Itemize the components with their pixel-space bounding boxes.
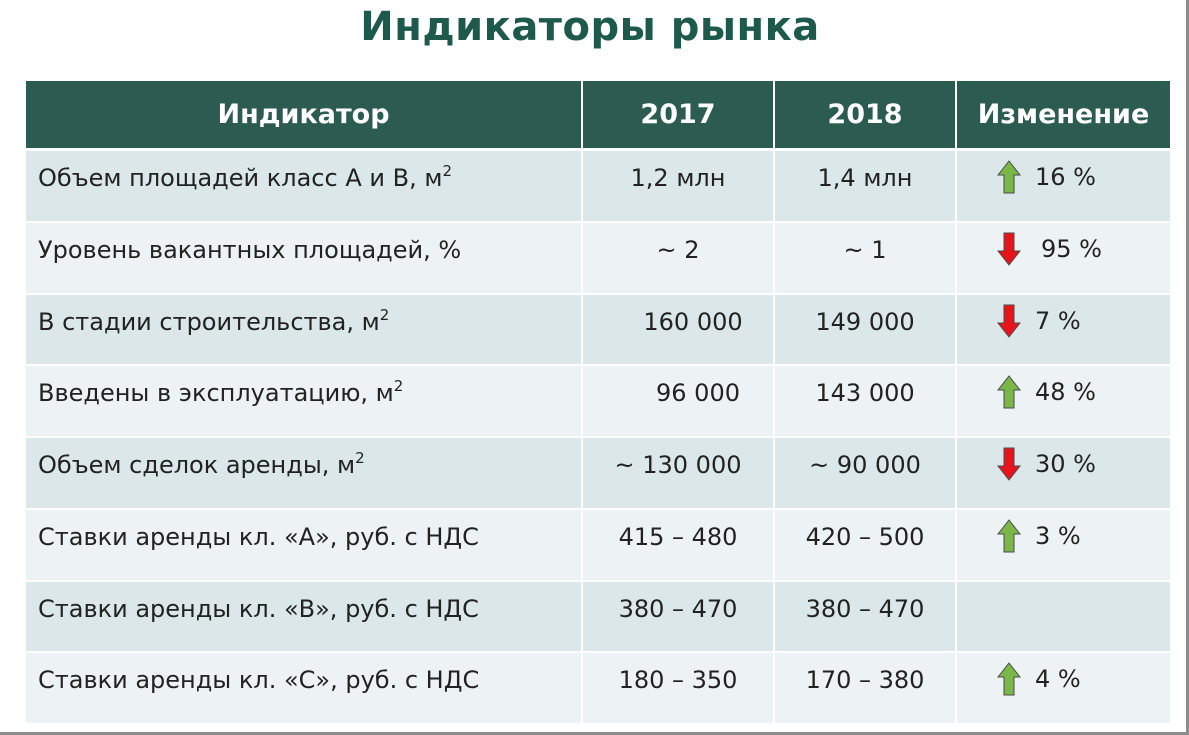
value-2018: ~ 90 000 [809,451,921,479]
arrow-down-icon [997,304,1021,338]
indicator-label [38,236,461,264]
change-cell [956,581,1170,653]
change-indicator [957,304,1170,338]
value-2018-cell [774,294,956,366]
value-2017-cell [582,294,774,366]
table-row [26,509,1170,581]
table-row [26,365,1170,437]
value-2017-cell [582,509,774,581]
value-2017: ~ 130 000 [614,451,742,479]
table-row [26,294,1170,366]
table-row [26,437,1170,509]
value-2018-cell [774,652,956,724]
indicator-cell [26,581,582,653]
value-2018: 1,4 млн [817,164,913,192]
indicator-label [38,666,479,694]
indicator-cell [26,150,582,222]
indicator-name: Ставки аренды кл. «А», руб. с НДС [38,522,479,551]
arrow-down-icon [997,232,1021,266]
indicator-name: Ставки аренды кл. «С», руб. с НДС [38,666,480,695]
change-value: 7 % [1035,306,1081,335]
value-2018-cell [774,365,956,437]
arrow-up-icon [997,160,1021,194]
table-row [26,222,1170,294]
change-value: 48 % [1035,378,1096,407]
arrow-down-icon [997,447,1021,481]
value-2018-cell [774,150,956,222]
change-cell [956,365,1170,437]
header-change: Изменение [956,81,1170,150]
change-indicator [957,519,1170,553]
header-2017: 2017 [582,81,774,150]
indicator-name: Ставки аренды кл. «В», руб. с НДС [38,594,479,623]
table-row [26,581,1170,653]
indicator-label [38,523,479,551]
value-2018-cell [774,581,956,653]
value-2017: 415 – 480 [618,522,738,551]
indicator-name: Объем сделок аренды, м [38,451,356,479]
unit-superscript: 2 [393,377,404,396]
change-cell [956,652,1170,724]
value-2018: 420 – 500 [805,522,925,551]
change-cell [956,150,1170,222]
indicator-label [38,595,479,623]
change-cell [956,437,1170,509]
indicator-cell [26,437,582,509]
change-indicator [957,375,1170,409]
arrow-up-icon [997,662,1021,696]
value-2017: 180 – 350 [618,666,738,695]
change-indicator [957,447,1170,481]
value-2017: 380 – 470 [618,594,738,623]
value-2018: 149 000 [815,307,915,336]
arrow-up-icon [997,375,1021,409]
value-2018: 170 – 380 [805,666,925,695]
indicator-label [38,164,452,192]
value-2018: ~ 1 [843,235,887,264]
indicator-name: Объем площадей класс А и В, м [38,164,443,192]
table-header-row [26,81,1170,150]
value-2017-cell [582,581,774,653]
table-row [26,150,1170,222]
page-title: Индикаторы рынка [360,4,820,50]
value-2017: 160 000 [643,307,743,336]
change-cell [956,294,1170,366]
indicator-cell [26,222,582,294]
unit-superscript: 2 [355,449,365,467]
indicator-label [38,305,390,336]
value-2017-cell [582,365,774,437]
change-indicator [957,232,1170,266]
value-2017: ~ 2 [656,235,700,264]
change-value: 30 % [1035,450,1096,478]
indicator-cell [26,652,582,724]
value-2018: 143 000 [815,379,915,408]
indicator-name: Введены в эксплуатацию, м [38,379,394,408]
header-indicator: Индикатор [26,81,582,150]
change-cell [956,509,1170,581]
table-row [26,652,1170,724]
change-indicator [957,662,1170,696]
value-2017-cell [582,437,774,509]
indicator-cell [26,365,582,437]
value-2018-cell [774,437,956,509]
indicator-cell [26,294,582,366]
change-value: 3 % [1035,521,1081,550]
value-2017: 96 000 [656,379,740,408]
unit-superscript: 2 [442,162,452,180]
indicator-name: Уровень вакантных площадей, % [38,235,462,264]
value-2018-cell [774,509,956,581]
change-indicator [957,160,1170,194]
value-2017-cell [582,652,774,724]
value-2018: 380 – 470 [805,594,925,623]
value-2018-cell [774,222,956,294]
change-value: 16 % [1035,163,1096,191]
indicator-name: В стадии строительства, м [38,307,380,336]
value-2017-cell [582,150,774,222]
indicator-label [38,451,365,479]
indicator-label [38,379,403,407]
header-2018: 2018 [774,81,956,150]
change-cell [956,222,1170,294]
arrow-up-icon [997,519,1021,553]
unit-superscript: 2 [379,305,390,324]
change-value: 4 % [1035,665,1081,694]
value-2017-cell [582,222,774,294]
change-value: 95 % [1041,234,1102,263]
value-2017: 1,2 млн [630,164,726,192]
market-indicators-table [26,81,1170,725]
indicator-cell [26,509,582,581]
